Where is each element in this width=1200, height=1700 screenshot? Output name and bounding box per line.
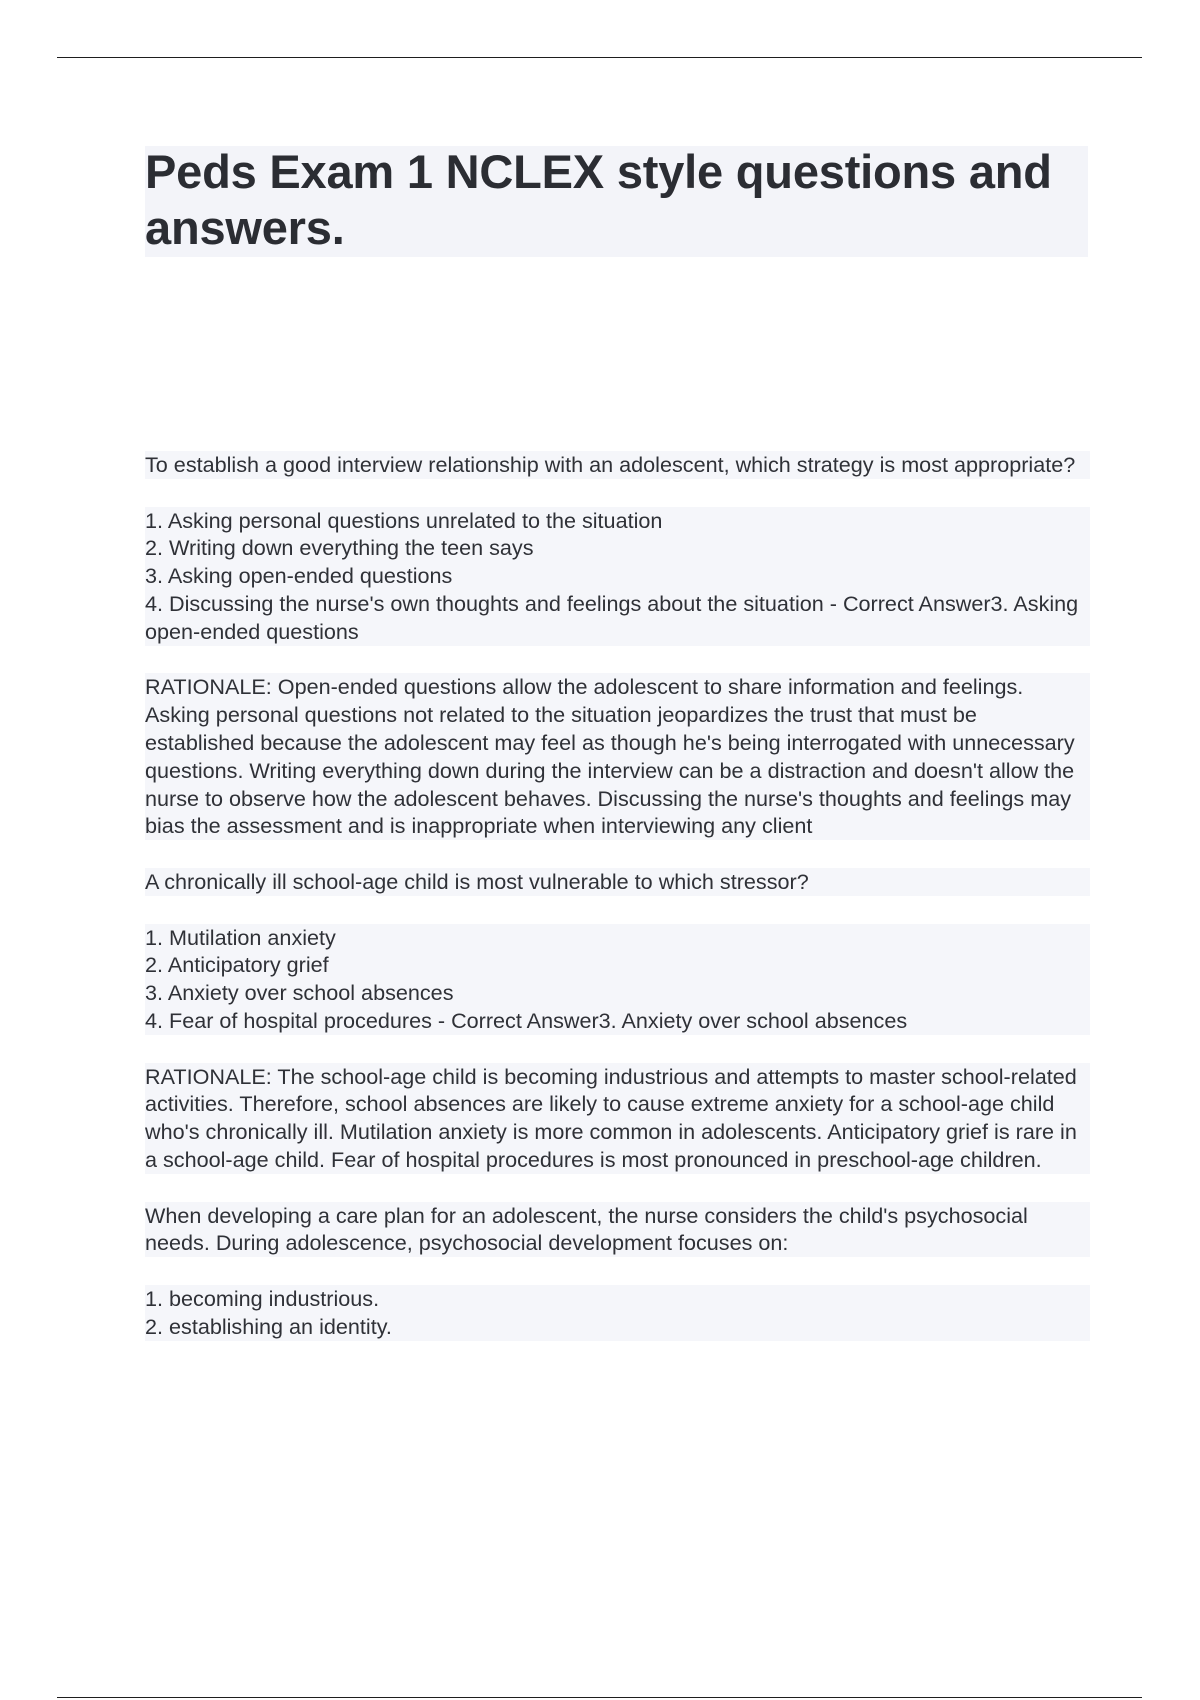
option-with-answer: 4. Fear of hospital procedures - Correct Answer3. Anxiety over school absences	[145, 1007, 908, 1033]
question-1-rationale: RATIONALE: Open-ended questions allow the adolescent to share information and feelings. Asking personal questions not related to the situation jeopardizes the trust that must be established because the adolescent may feel as though he's being interrogated with unnecessary questions. Writing everything down during the interview can be a distraction and doesn't allow the nurse to observe how the adolescent behaves. Discussing the nurse's thoughts and feelings may bias the assessment and is inappropriate when interviewing any client	[145, 673, 1090, 840]
question-3-stem: When developing a care plan for an adolescent, the nurse considers the child's psychosocial needs. During adolescence, psychosocial development focuses on:	[145, 1202, 1090, 1258]
option-line: 1. Mutilation anxiety	[145, 924, 336, 950]
option-line: 2. Anticipatory grief	[145, 952, 329, 978]
question-1-options	[145, 507, 1090, 646]
option-with-answer: 4. Discussing the nurse's own thoughts and feelings about the situation - Correct Answer3. Asking open-ended questions	[145, 590, 1079, 644]
option-line: 1. becoming industrious.	[145, 1285, 380, 1311]
top-rule	[57, 57, 1142, 58]
question-2-stem: A chronically ill school-age child is most vulnerable to which stressor?	[145, 868, 1090, 896]
question-2-options	[145, 924, 1090, 1035]
option-line: 1. Asking personal questions unrelated to the situation	[145, 507, 663, 533]
question-3-options	[145, 1285, 1090, 1341]
option-line: 3. Asking open-ended questions	[145, 563, 453, 589]
document-body	[145, 451, 1090, 1368]
question-1-stem: To establish a good interview relationship with an adolescent, which strategy is most appropriate?	[145, 451, 1090, 479]
page-title: Peds Exam 1 NCLEX style questions and answers.	[145, 145, 1052, 254]
bottom-rule	[57, 1697, 1142, 1698]
option-line: 2. Writing down everything the teen says	[145, 535, 534, 561]
question-2-rationale: RATIONALE: The school-age child is becoming industrious and attempts to master school-related activities. Therefore, school absences are likely to cause extreme anxiety for a school-age child who's chronically ill. Mutilation anxiety is more common in adolescents. Anticipatory grief is rare in a school-age child. Fear of hospital procedures is most pronounced in preschool-age children.	[145, 1063, 1090, 1174]
option-line: 3. Anxiety over school absences	[145, 980, 454, 1006]
option-line: 2. establishing an identity.	[145, 1313, 392, 1339]
